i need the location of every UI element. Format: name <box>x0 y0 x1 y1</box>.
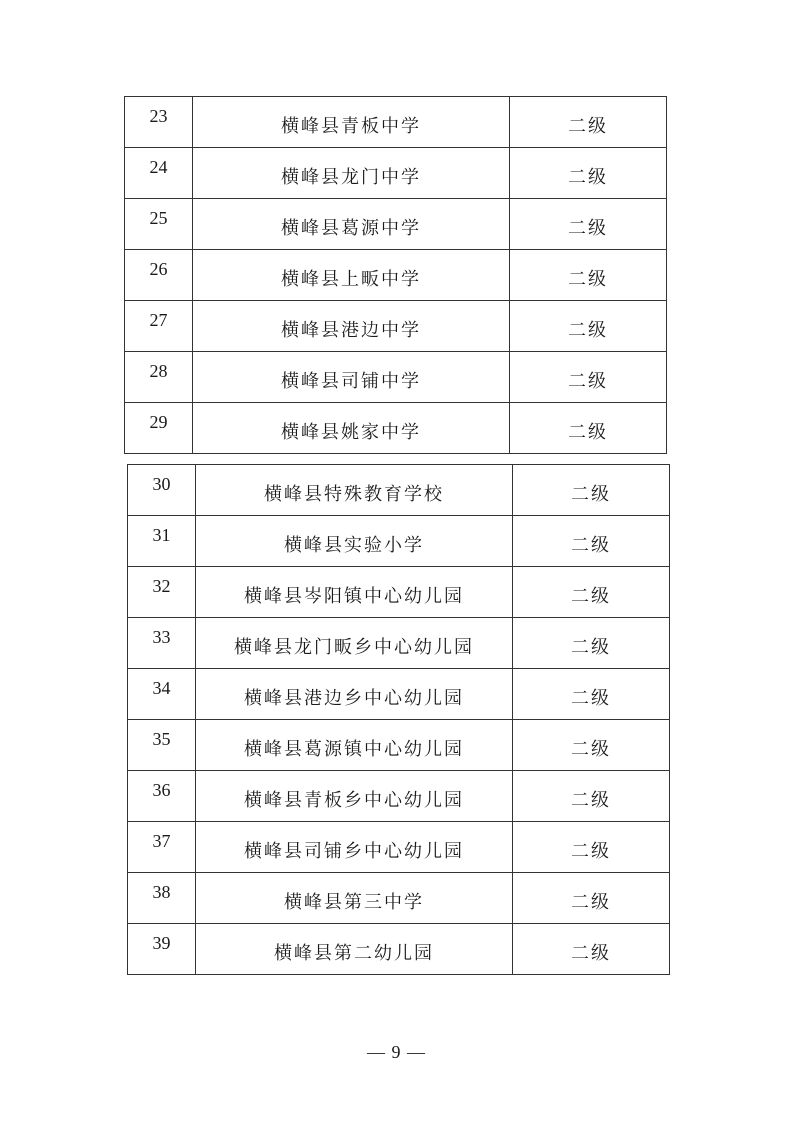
grade-level: 二级 <box>568 371 608 392</box>
grade-level-cell <box>510 352 667 403</box>
table-row <box>128 822 670 873</box>
row-number: 27 <box>149 309 168 330</box>
school-name: 横峰县葛源中学 <box>281 218 421 239</box>
row-number: 35 <box>152 728 171 749</box>
grade-level: 二级 <box>568 422 608 443</box>
grade-level-cell <box>513 618 670 669</box>
table-row <box>125 148 667 199</box>
row-number: 36 <box>152 779 171 800</box>
school-name-cell <box>196 771 513 822</box>
school-name-cell <box>196 822 513 873</box>
school-name-cell <box>193 403 510 454</box>
grade-level: 二级 <box>571 739 611 760</box>
page-number: — 9 — <box>367 1042 426 1062</box>
table-row <box>125 97 667 148</box>
school-name: 横峰县龙门畈乡中心幼儿园 <box>234 637 474 658</box>
grade-level: 二级 <box>568 116 608 137</box>
school-name-cell <box>193 250 510 301</box>
row-number-cell <box>128 822 196 873</box>
school-name: 横峰县港边乡中心幼儿园 <box>244 688 464 709</box>
row-number: 28 <box>149 360 168 381</box>
table-row <box>128 771 670 822</box>
row-number-cell <box>125 403 193 454</box>
grade-level-cell <box>513 873 670 924</box>
grade-level-cell <box>510 148 667 199</box>
school-name-cell <box>193 301 510 352</box>
row-number-cell <box>128 465 196 516</box>
school-table-part-2 <box>127 464 670 975</box>
table-row <box>125 352 667 403</box>
table-body <box>128 465 670 975</box>
grade-level-cell <box>510 403 667 454</box>
row-number: 34 <box>152 677 171 698</box>
table-row <box>128 618 670 669</box>
school-name: 横峰县青板乡中心幼儿园 <box>244 790 464 811</box>
school-name-cell <box>196 720 513 771</box>
school-name-cell <box>193 352 510 403</box>
row-number-cell <box>125 301 193 352</box>
grade-level: 二级 <box>571 535 611 556</box>
row-number: 31 <box>152 524 171 545</box>
row-number-cell <box>128 618 196 669</box>
grade-level-cell <box>510 301 667 352</box>
row-number-cell <box>128 771 196 822</box>
row-number: 39 <box>152 932 171 953</box>
grade-level: 二级 <box>571 688 611 709</box>
school-name-cell <box>196 618 513 669</box>
grade-level: 二级 <box>568 320 608 341</box>
row-number-cell <box>128 873 196 924</box>
table-row <box>128 924 670 975</box>
school-name-cell <box>193 148 510 199</box>
grade-level-cell <box>513 822 670 873</box>
grade-level-cell <box>513 720 670 771</box>
grade-level: 二级 <box>571 841 611 862</box>
grade-level: 二级 <box>568 218 608 239</box>
school-name: 横峰县龙门中学 <box>281 167 421 188</box>
school-name: 横峰县上畈中学 <box>281 269 421 290</box>
grade-level-cell <box>513 516 670 567</box>
grade-level-cell <box>510 250 667 301</box>
grade-level: 二级 <box>568 269 608 290</box>
table-row <box>125 199 667 250</box>
row-number: 29 <box>149 411 168 432</box>
table-row <box>128 873 670 924</box>
row-number-cell <box>128 924 196 975</box>
row-number-cell <box>128 720 196 771</box>
school-name-cell <box>196 924 513 975</box>
row-number: 30 <box>152 473 171 494</box>
row-number: 33 <box>152 626 171 647</box>
school-name: 横峰县第二幼儿园 <box>274 943 434 964</box>
row-number-cell <box>125 250 193 301</box>
row-number: 26 <box>149 258 168 279</box>
table-row <box>128 720 670 771</box>
grade-level: 二级 <box>571 637 611 658</box>
school-name-cell <box>196 465 513 516</box>
row-number: 25 <box>149 207 168 228</box>
school-name: 横峰县司铺乡中心幼儿园 <box>244 841 464 862</box>
grade-level: 二级 <box>568 167 608 188</box>
grade-level-cell <box>513 465 670 516</box>
grade-level: 二级 <box>571 892 611 913</box>
school-name-cell <box>196 669 513 720</box>
row-number-cell <box>125 148 193 199</box>
school-name: 横峰县姚家中学 <box>281 422 421 443</box>
row-number: 23 <box>149 105 168 126</box>
grade-level-cell <box>510 199 667 250</box>
school-name-cell <box>196 873 513 924</box>
row-number: 24 <box>149 156 168 177</box>
row-number-cell <box>125 352 193 403</box>
table-row <box>128 516 670 567</box>
school-name: 横峰县司铺中学 <box>281 371 421 392</box>
school-name: 横峰县葛源镇中心幼儿园 <box>244 739 464 760</box>
school-table-part-1 <box>124 96 667 454</box>
school-name-cell <box>193 97 510 148</box>
school-name: 横峰县实验小学 <box>284 535 424 556</box>
table-row <box>125 301 667 352</box>
row-number-cell <box>125 199 193 250</box>
grade-level-cell <box>510 97 667 148</box>
school-name: 横峰县岑阳镇中心幼儿园 <box>244 586 464 607</box>
grade-level-cell <box>513 567 670 618</box>
row-number-cell <box>128 567 196 618</box>
school-name: 横峰县第三中学 <box>284 892 424 913</box>
row-number: 37 <box>152 830 171 851</box>
school-name: 横峰县港边中学 <box>281 320 421 341</box>
school-name-cell <box>196 516 513 567</box>
table-row <box>125 403 667 454</box>
table-row <box>128 465 670 516</box>
grade-level: 二级 <box>571 790 611 811</box>
grade-level: 二级 <box>571 943 611 964</box>
table-row <box>125 250 667 301</box>
school-name: 横峰县特殊教育学校 <box>264 484 444 505</box>
grade-level: 二级 <box>571 484 611 505</box>
row-number-cell <box>128 516 196 567</box>
table-body <box>125 97 667 454</box>
grade-level: 二级 <box>571 586 611 607</box>
table-row <box>128 669 670 720</box>
grade-level-cell <box>513 771 670 822</box>
row-number: 32 <box>152 575 171 596</box>
grade-level-cell <box>513 924 670 975</box>
row-number-cell <box>125 97 193 148</box>
row-number: 38 <box>152 881 171 902</box>
school-name: 横峰县青板中学 <box>281 116 421 137</box>
row-number-cell <box>128 669 196 720</box>
table-row <box>128 567 670 618</box>
school-name-cell <box>196 567 513 618</box>
school-name-cell <box>193 199 510 250</box>
grade-level-cell <box>513 669 670 720</box>
